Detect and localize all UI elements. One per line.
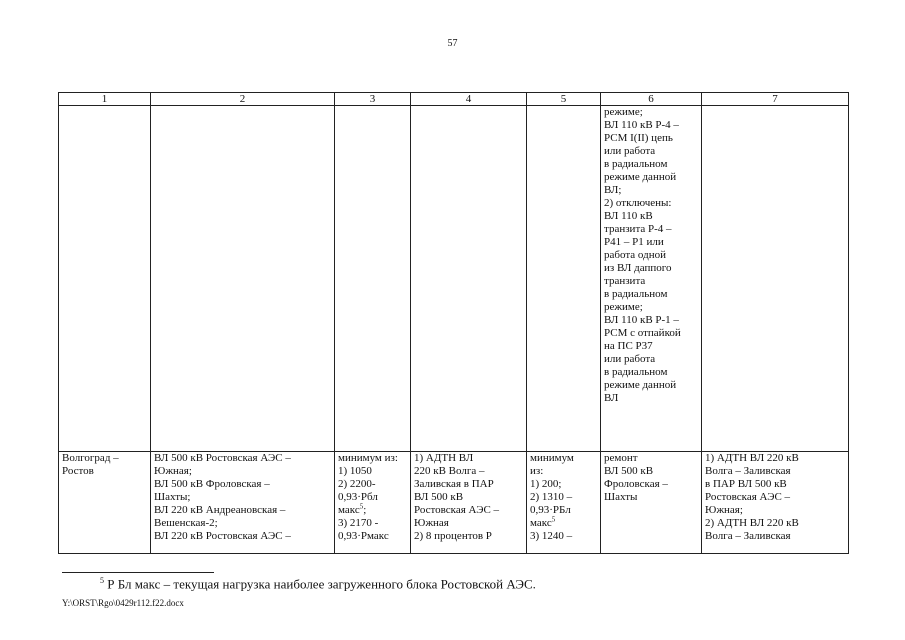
cell-line: 1) 1050	[338, 465, 372, 477]
table-cell-criteria: 1) АДТН ВЛ 220 кВ Волга – Заливская в ПАР ВЛ 500 кВ Ростовская АЭС – Южная 2) 8 процентов Р	[411, 452, 527, 554]
table-cell-min-values-2	[527, 452, 601, 554]
cell-line: 3) 2170 -	[338, 517, 379, 529]
header-cell: 4	[411, 93, 527, 106]
footnote	[100, 576, 536, 592]
table-cell-min-values	[335, 452, 411, 554]
footnote-ref: 5	[359, 502, 364, 511]
table-cell-empty	[335, 106, 411, 452]
footnote-mark: 5	[100, 576, 104, 585]
table-row	[59, 106, 849, 452]
file-path: Y:\ORST\Rgo\0429r112.f22.docx	[62, 598, 184, 608]
limits-table	[58, 92, 849, 554]
footnote-separator	[62, 572, 214, 573]
table-row	[59, 452, 849, 554]
table-cell-empty	[59, 106, 151, 452]
header-cell: 1	[59, 93, 151, 106]
table-cell-empty	[411, 106, 527, 452]
table-cell-empty	[527, 106, 601, 452]
cell-line: минимум	[530, 452, 574, 464]
table-cell-empty	[702, 106, 849, 452]
header-cell: 5	[527, 93, 601, 106]
cell-line: макс	[338, 504, 360, 516]
cell-line: 0,93·Рбл	[338, 491, 378, 503]
cell-line: 2) 2200-	[338, 478, 376, 490]
table-cell-empty	[151, 106, 335, 452]
header-cell: 6	[601, 93, 702, 106]
cell-line: минимум из:	[338, 452, 398, 464]
cell-line: из:	[530, 465, 544, 477]
cell-line: ;	[363, 504, 367, 516]
footnote-ref: 5	[551, 515, 556, 524]
header-cell: 3	[335, 93, 411, 106]
cell-line: 3) 1240 –	[530, 530, 573, 542]
cell-line: 0,93·Рмакс	[338, 530, 389, 542]
table-cell-conditions: режиме; ВЛ 110 кВ Р-4 – РСМ I(II) цепь или работа в радиальном режиме данной ВЛ; 2) отключены: ВЛ 110 кВ транзита Р-4 – Р41 – Р1 или работа одной из ВЛ даппого транзита в радиальном режиме; ВЛ 110 кВ Р-1 – РСМ с отпайкой на ПС Р37 или работа в радиальном режиме данной ВЛ	[601, 106, 702, 452]
footnote-text: Р Бл макс – текущая нагрузка наиболее загруженного блока Ростовской АЭС.	[104, 576, 536, 592]
cell-line: макс	[530, 517, 552, 529]
cell-line: 1) 200;	[530, 478, 562, 490]
header-cell: 7	[702, 93, 849, 106]
cell-line: 2) 1310 –	[530, 491, 573, 503]
table-cell-notes: 1) АДТН ВЛ 220 кВ Волга – Заливская в ПАР ВЛ 500 кВ Ростовская АЭС – Южная; 2) АДТН ВЛ 220 кВ Волга – Заливская	[702, 452, 849, 554]
table-header-row	[59, 93, 849, 106]
page-number: 57	[447, 38, 458, 49]
table-cell-lines: ВЛ 500 кВ Ростовская АЭС – Южная; ВЛ 500 кВ Фроловская – Шахты; ВЛ 220 кВ Андреановская – Вешенская-2; ВЛ 220 кВ Ростовская АЭС –	[151, 452, 335, 554]
table-cell-conditions: ремонт ВЛ 500 кВ Фроловская – Шахты	[601, 452, 702, 554]
header-cell: 2	[151, 93, 335, 106]
table-cell-section: Волгоград – Ростов	[59, 452, 151, 554]
cell-line: 0,93·РБл	[530, 504, 571, 516]
